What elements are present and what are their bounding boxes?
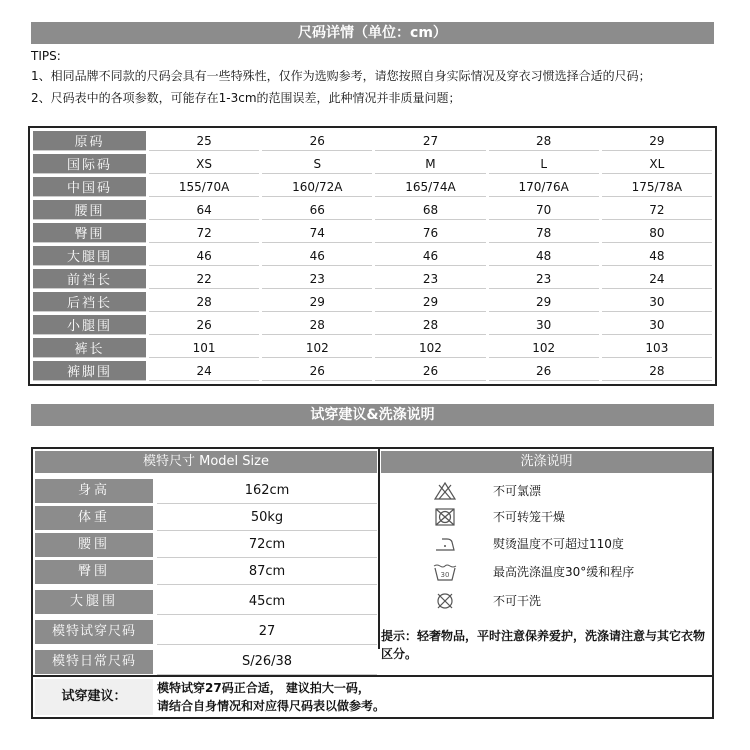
no-bleach-icon xyxy=(433,482,457,500)
size-cell: 28 xyxy=(602,361,712,381)
size-cell: 26 xyxy=(489,361,599,381)
size-row xyxy=(33,246,712,266)
size-cell: 27 xyxy=(375,131,485,151)
model-row-label: 身高 xyxy=(35,479,153,503)
size-row-label: 国际码 xyxy=(33,154,146,174)
size-cell: 76 xyxy=(375,223,485,243)
size-cell: 26 xyxy=(149,315,259,335)
model-wash-panel xyxy=(31,447,714,719)
size-cell: 29 xyxy=(602,131,712,151)
divider xyxy=(378,449,380,649)
size-cell: 26 xyxy=(262,131,372,151)
model-row-value: 87cm xyxy=(157,560,377,585)
size-row-label: 臀围 xyxy=(33,223,146,243)
model-row-label: 模特日常尺码 xyxy=(35,650,153,674)
size-row-label: 腰围 xyxy=(33,200,146,220)
size-cell: L xyxy=(489,154,599,174)
model-row-label: 模特试穿尺码 xyxy=(35,620,153,644)
size-cell: 24 xyxy=(149,361,259,381)
size-cell: 101 xyxy=(149,338,259,358)
size-cell: 23 xyxy=(262,269,372,289)
wash-text: 不可转笼干燥 xyxy=(493,510,566,524)
size-cell: M xyxy=(375,154,485,174)
model-row-label: 腰围 xyxy=(35,533,153,557)
size-row-label: 后裆长 xyxy=(33,292,146,312)
size-table xyxy=(28,126,717,386)
size-cell: 23 xyxy=(375,269,485,289)
size-cell: 68 xyxy=(375,200,485,220)
size-cell: 48 xyxy=(489,246,599,266)
size-cell: 29 xyxy=(489,292,599,312)
size-row xyxy=(33,177,712,197)
size-cell: 170/76A xyxy=(489,177,599,197)
tip-line-2: 2、尺码表中的各项参数，可能存在1-3cm的范围误差，此种情况并非质量问题； xyxy=(31,91,461,105)
wash-text: 不可氯漂 xyxy=(493,484,542,498)
model-row-value: 50kg xyxy=(157,506,377,531)
size-cell: 80 xyxy=(602,223,712,243)
model-row-label: 臀围 xyxy=(35,560,153,584)
wash-row xyxy=(381,589,712,613)
size-cell: 64 xyxy=(149,200,259,220)
size-cell: 29 xyxy=(262,292,372,312)
size-row xyxy=(33,131,712,151)
size-details-title: 尺码详情（单位：cm） xyxy=(31,22,714,44)
size-cell: 23 xyxy=(489,269,599,289)
svg-text:30: 30 xyxy=(440,571,450,579)
size-row xyxy=(33,269,712,289)
size-row-label: 小腿围 xyxy=(33,315,146,335)
size-cell: 28 xyxy=(149,292,259,312)
wash-row xyxy=(381,560,712,584)
model-row-value: S/26/38 xyxy=(157,650,377,675)
model-row-label: 大腿围 xyxy=(35,590,153,614)
size-row xyxy=(33,338,712,358)
size-row xyxy=(33,223,712,243)
wash-text: 熨烫温度不可超过110度 xyxy=(493,537,624,551)
size-cell: 70 xyxy=(489,200,599,220)
size-cell: 29 xyxy=(375,292,485,312)
size-cell: 102 xyxy=(375,338,485,358)
size-cell: 102 xyxy=(489,338,599,358)
size-cell: 28 xyxy=(489,131,599,151)
size-cell: 25 xyxy=(149,131,259,151)
size-row-label: 中国码 xyxy=(33,177,146,197)
size-cell: 155/70A xyxy=(149,177,259,197)
size-cell: 48 xyxy=(602,246,712,266)
size-cell: 46 xyxy=(149,246,259,266)
size-row xyxy=(33,315,712,335)
advice-label: 试穿建议： xyxy=(35,679,153,715)
tips-title: TIPS: xyxy=(31,49,61,63)
wash-header: 洗涤说明 xyxy=(381,451,712,473)
model-row-value: 162cm xyxy=(157,479,377,504)
advice-text xyxy=(157,679,385,715)
size-row xyxy=(33,361,712,381)
size-cell: 28 xyxy=(375,315,485,335)
size-cell: XL xyxy=(602,154,712,174)
size-cell: 26 xyxy=(375,361,485,381)
size-cell: 26 xyxy=(262,361,372,381)
size-cell: 175/78A xyxy=(602,177,712,197)
size-cell: S xyxy=(262,154,372,174)
size-cell: 72 xyxy=(602,200,712,220)
model-row-value: 45cm xyxy=(157,590,377,615)
size-cell: 66 xyxy=(262,200,372,220)
size-row-label: 裤脚围 xyxy=(33,361,146,381)
fit-wash-title: 试穿建议&洗涤说明 xyxy=(31,404,714,426)
size-cell: 24 xyxy=(602,269,712,289)
wash-note: 提示：轻奢物品，平时注意保养爱护，洗涤请注意与其它衣物区分。 xyxy=(381,629,706,661)
size-cell: 30 xyxy=(602,292,712,312)
size-cell: 30 xyxy=(489,315,599,335)
size-cell: 28 xyxy=(262,315,372,335)
divider xyxy=(33,675,712,677)
wash-row xyxy=(381,532,712,556)
iron-icon xyxy=(433,535,457,553)
size-row-label: 大腿围 xyxy=(33,246,146,266)
size-cell: XS xyxy=(149,154,259,174)
size-cell: 103 xyxy=(602,338,712,358)
size-cell: 78 xyxy=(489,223,599,243)
wash-text: 最高洗涤温度30°缓和程序 xyxy=(493,565,635,579)
size-row-label: 前裆长 xyxy=(33,269,146,289)
size-row-label: 原码 xyxy=(33,131,146,151)
wash-row xyxy=(381,505,712,529)
model-size-header: 模特尺寸 Model Size xyxy=(35,451,377,473)
size-cell: 102 xyxy=(262,338,372,358)
size-cell: 30 xyxy=(602,315,712,335)
size-cell: 22 xyxy=(149,269,259,289)
no-tumble-dry-icon xyxy=(433,508,457,526)
model-row-value: 27 xyxy=(157,620,377,645)
advice-line-2: 请结合自身情况和对应得尺码表以做参考。 xyxy=(157,699,386,713)
no-dry-clean-icon xyxy=(433,592,457,610)
size-cell: 46 xyxy=(375,246,485,266)
wash-30-icon xyxy=(433,563,457,581)
size-row xyxy=(33,154,712,174)
size-cell: 46 xyxy=(262,246,372,266)
size-cell: 160/72A xyxy=(262,177,372,197)
advice-line-1: 模特试穿27码正合适， 建议拍大一码， xyxy=(157,681,370,695)
tip-line-1: 1、相同品牌不同款的尺码会具有一些特殊性，仅作为选购参考，请您按照自身实际情况及穿衣习惯选择合适的尺码； xyxy=(31,69,651,83)
size-row xyxy=(33,292,712,312)
model-row-label: 体重 xyxy=(35,506,153,530)
size-row xyxy=(33,200,712,220)
size-row-label: 裤长 xyxy=(33,338,146,358)
wash-text: 不可干洗 xyxy=(493,594,542,608)
size-cell: 165/74A xyxy=(375,177,485,197)
wash-row xyxy=(381,479,712,503)
size-cell: 74 xyxy=(262,223,372,243)
model-row-value: 72cm xyxy=(157,533,377,558)
size-cell: 72 xyxy=(149,223,259,243)
